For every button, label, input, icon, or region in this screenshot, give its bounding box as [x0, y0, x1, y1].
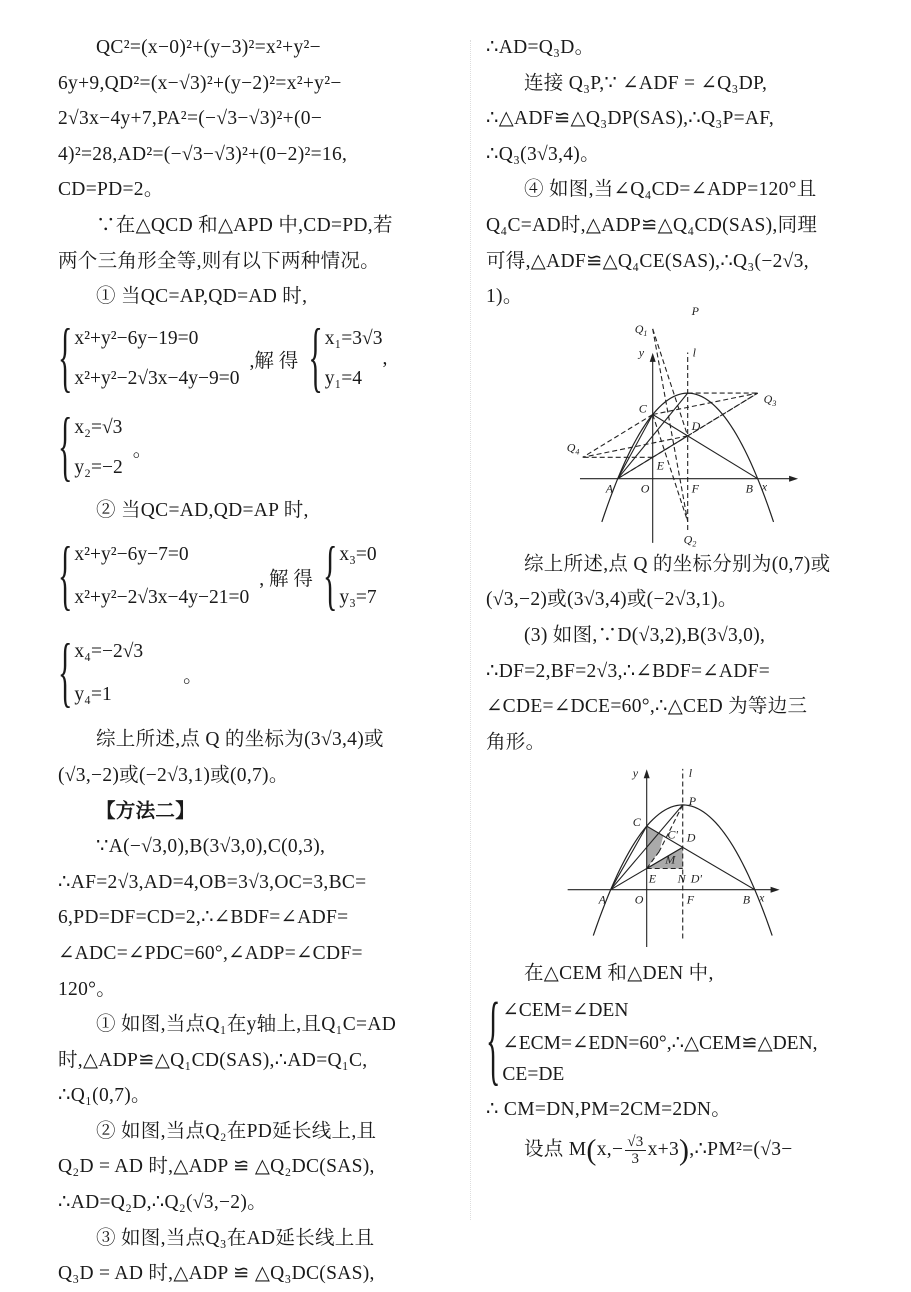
text-line: ① 如图,当点Q₁在y轴上,且Q₁C=AD — [96, 1014, 397, 1036]
text-line: (3) 如图,∵D(√3,2),B(3√3,0), — [524, 624, 766, 646]
text-line: ∴AF=2√3,AD=4,OB=3√3,OC=3,BC= — [58, 871, 367, 893]
equation: x²+y²−2√3x−4y−21=0 — [74, 587, 250, 609]
text-line: 4)²=28,AD²=(−√3−√3)²+(0−2)²=16, — [58, 143, 348, 165]
point-label: x — [761, 479, 768, 494]
text: ,∴PM²=(√3− — [689, 1138, 793, 1160]
geometry-diagram-2 — [486, 760, 882, 956]
text-line: 1)。 — [486, 286, 523, 308]
text: 。 — [132, 440, 153, 462]
text-line: ∵A(−√3,0),B(3√3,0),C(0,3), — [96, 836, 326, 858]
text-line: ∴AD=Q₂D,∴Q₂(√3,−2)。 — [58, 1192, 267, 1214]
fraction: $\frac{√3}{3}$ — [627, 1133, 644, 1167]
segment — [653, 329, 688, 436]
segment — [618, 414, 653, 478]
text-line: ∴△ADF≌△Q₃DP(SAS),∴Q₃P=AF, — [486, 108, 775, 130]
point-label: B — [742, 893, 751, 908]
text: , 解 得 — [259, 568, 313, 590]
point-label: A — [605, 481, 614, 496]
brace: { — [308, 315, 323, 401]
point-label: y — [638, 345, 645, 360]
solution: y₂=−2 — [74, 457, 123, 479]
equation-system-3 — [58, 528, 456, 625]
text-line: ② 如图,当点Q₂在PD延长线上,且 — [96, 1120, 377, 1142]
segment — [653, 414, 758, 478]
equation-system-1 — [58, 315, 456, 404]
brace: { — [322, 532, 338, 619]
right-column — [486, 30, 882, 1172]
point-label: x — [759, 891, 765, 906]
solution: y₄=1 — [74, 684, 112, 706]
point-label: P — [691, 303, 700, 318]
text-line: ∴ CM=DN,PM=2CM=2DN。 — [486, 1098, 732, 1120]
point-label: $Q_1$ — [634, 321, 648, 338]
point-label: A — [598, 893, 607, 908]
figure-2 — [486, 760, 882, 956]
equation-system-2 — [58, 404, 456, 493]
text-line: 6,PD=DF=CD=2,∴∠BDF=∠ADF= — [58, 907, 349, 929]
y-axis-arrow-icon — [644, 770, 650, 779]
point-label: N — [677, 871, 686, 886]
text: x,− — [596, 1138, 624, 1160]
left-column — [58, 30, 456, 1292]
brace: { — [58, 629, 73, 716]
geometry-diagram-1 — [486, 303, 882, 549]
text-line: ∴AD=Q₃D。 — [486, 37, 595, 58]
brace: { — [58, 315, 73, 401]
equation: ∠CEM=∠DEN — [502, 999, 629, 1021]
text: x+3 — [647, 1138, 679, 1160]
subscript: 1 — [643, 328, 648, 338]
text-line: ∴Q₃(3√3,4)。 — [486, 143, 600, 165]
point-label: O — [634, 893, 644, 908]
text-line: ④ 如图,当∠Q₄CD=∠ADP=120°且 — [524, 179, 817, 201]
point-label: D — [691, 418, 701, 433]
text-line: ② 当QC=AD,QD=AP 时, — [96, 499, 309, 521]
segment — [653, 393, 758, 414]
subscript: 4 — [575, 447, 580, 457]
text-line: 可得,△ADF≌△Q₄CE(SAS),∴Q₃(−2√3, — [486, 250, 809, 272]
subscript: 3 — [772, 398, 777, 408]
text-line: ③ 如图,当点Q₃在AD延长线上且 — [96, 1227, 375, 1249]
text: 设点 M — [524, 1138, 587, 1160]
text-line: ∴Q₁(0,7)。 — [58, 1085, 151, 1107]
equation: x²+y²−6y−7=0 — [74, 544, 189, 566]
point-label: y — [632, 766, 639, 781]
text-line: (√3,−2)或(−2√3,1)或(0,7)。 — [58, 764, 289, 786]
text-line: (√3,−2)或(3√3,4)或(−2√3,1)。 — [486, 589, 738, 611]
text-line: Q₄C=AD时,△ADP≌△Q₄CD(SAS),同理 — [486, 214, 818, 236]
text-line: 角形。 — [486, 731, 546, 753]
y-axis-arrow-icon — [650, 353, 656, 362]
text-line: ∠ADC=∠PDC=60°,∠ADP=∠CDF= — [58, 942, 363, 964]
equation-system-4 — [58, 625, 456, 722]
column-divider — [470, 40, 471, 1220]
point-label: O — [640, 481, 650, 496]
point-label: E — [656, 458, 665, 473]
point-label: C — [632, 815, 641, 830]
point-label: F — [686, 893, 695, 908]
section-heading: 【方法二】 — [96, 800, 196, 822]
point-label: F — [691, 481, 700, 496]
text-line: 120°。 — [58, 978, 117, 1000]
text-line: 两个三角形全等,则有以下两种情况。 — [58, 250, 380, 272]
x-axis-arrow-icon — [771, 887, 780, 893]
text-line: Q₃D = AD 时,△ADP ≌ △Q₃DC(SAS), — [58, 1263, 375, 1285]
point-label: M — [665, 852, 676, 867]
point-label: B — [745, 481, 754, 496]
solution: y₃=7 — [339, 587, 377, 609]
subscript: 2 — [692, 539, 697, 549]
point-label: $Q_4$ — [566, 440, 580, 457]
figure-1 — [486, 303, 882, 549]
equation: ∠ECM=∠EDN=60°,∴△CEM≌△DEN, — [502, 1032, 818, 1054]
point-label: $Q_3$ — [763, 391, 777, 408]
text-line: CD=PD=2。 — [58, 179, 164, 201]
text-line: 在△CEM 和△DEN 中, — [524, 963, 714, 985]
text-line: 综上所述,点 Q 的坐标分别为(0,7)或 — [524, 553, 831, 575]
text-line: QC²=(x−0)²+(y−3)²=x²+y²− — [96, 37, 321, 58]
text-line: 连接 Q₃P,∵ ∠ADF = ∠Q₃DP, — [524, 72, 768, 94]
solution: x₄=−2√3 — [74, 641, 144, 663]
point-label: P — [688, 794, 697, 809]
brace: { — [58, 532, 73, 619]
brace: { — [58, 404, 73, 490]
text: ,解 得 — [249, 351, 299, 373]
segment — [583, 414, 653, 457]
point-label: C — [638, 401, 647, 416]
solution: x₂=√3 — [74, 417, 123, 439]
point-label: C' — [667, 828, 678, 843]
text-line: ① 当QC=AP,QD=AD 时, — [96, 286, 308, 308]
point-label: D — [686, 830, 696, 845]
brace: { — [486, 984, 501, 1097]
equation: x²+y²−2√3x−4y−9=0 — [74, 368, 240, 390]
point-label: E — [648, 871, 657, 886]
point-label: D' — [690, 871, 702, 886]
text: , — [382, 348, 388, 370]
equation: x²+y²−6y−19=0 — [74, 328, 199, 350]
equation-system-5 — [486, 984, 882, 1097]
text-line: ∴DF=2,BF=2√3,∴∠BDF=∠ADF= — [486, 660, 771, 682]
solution: y₁=4 — [324, 368, 363, 390]
point-label: $Q_2$ — [683, 532, 697, 549]
segment — [611, 826, 647, 890]
point-label: l — [688, 766, 693, 781]
text-line: ∵在△QCD 和△APD 中,CD=PD,若 — [96, 214, 393, 236]
text-line: 时,△ADP≌△Q₁CD(SAS),∴AD=Q₁C, — [58, 1049, 368, 1071]
text-line: 6y+9,QD²=(x−√3)²+(y−2)²=x²+y²− — [58, 72, 342, 94]
text-line: 2√3x−4y+7,PA²=(−√3−√3)²+(0− — [58, 108, 323, 130]
solution: x₃=0 — [339, 544, 377, 566]
point-label: l — [692, 345, 697, 360]
segment — [653, 329, 688, 522]
text-line: ∠CDE=∠DCE=60°,∴△CED 为等边三 — [486, 696, 808, 718]
text: 。 — [183, 665, 203, 687]
text-line: 综上所述,点 Q 的坐标为(3√3,4)或 — [96, 729, 384, 751]
equation: CE=DE — [502, 1064, 565, 1086]
x-axis-arrow-icon — [789, 475, 798, 481]
text-line: Q₂D = AD 时,△ADP ≌ △Q₂DC(SAS), — [58, 1156, 375, 1178]
text-line: 设点 M(x,− $\frac{√3}{3}$ x+3),∴PM²=(√3− — [524, 1133, 793, 1167]
solution: x₁=3√3 — [324, 328, 383, 350]
